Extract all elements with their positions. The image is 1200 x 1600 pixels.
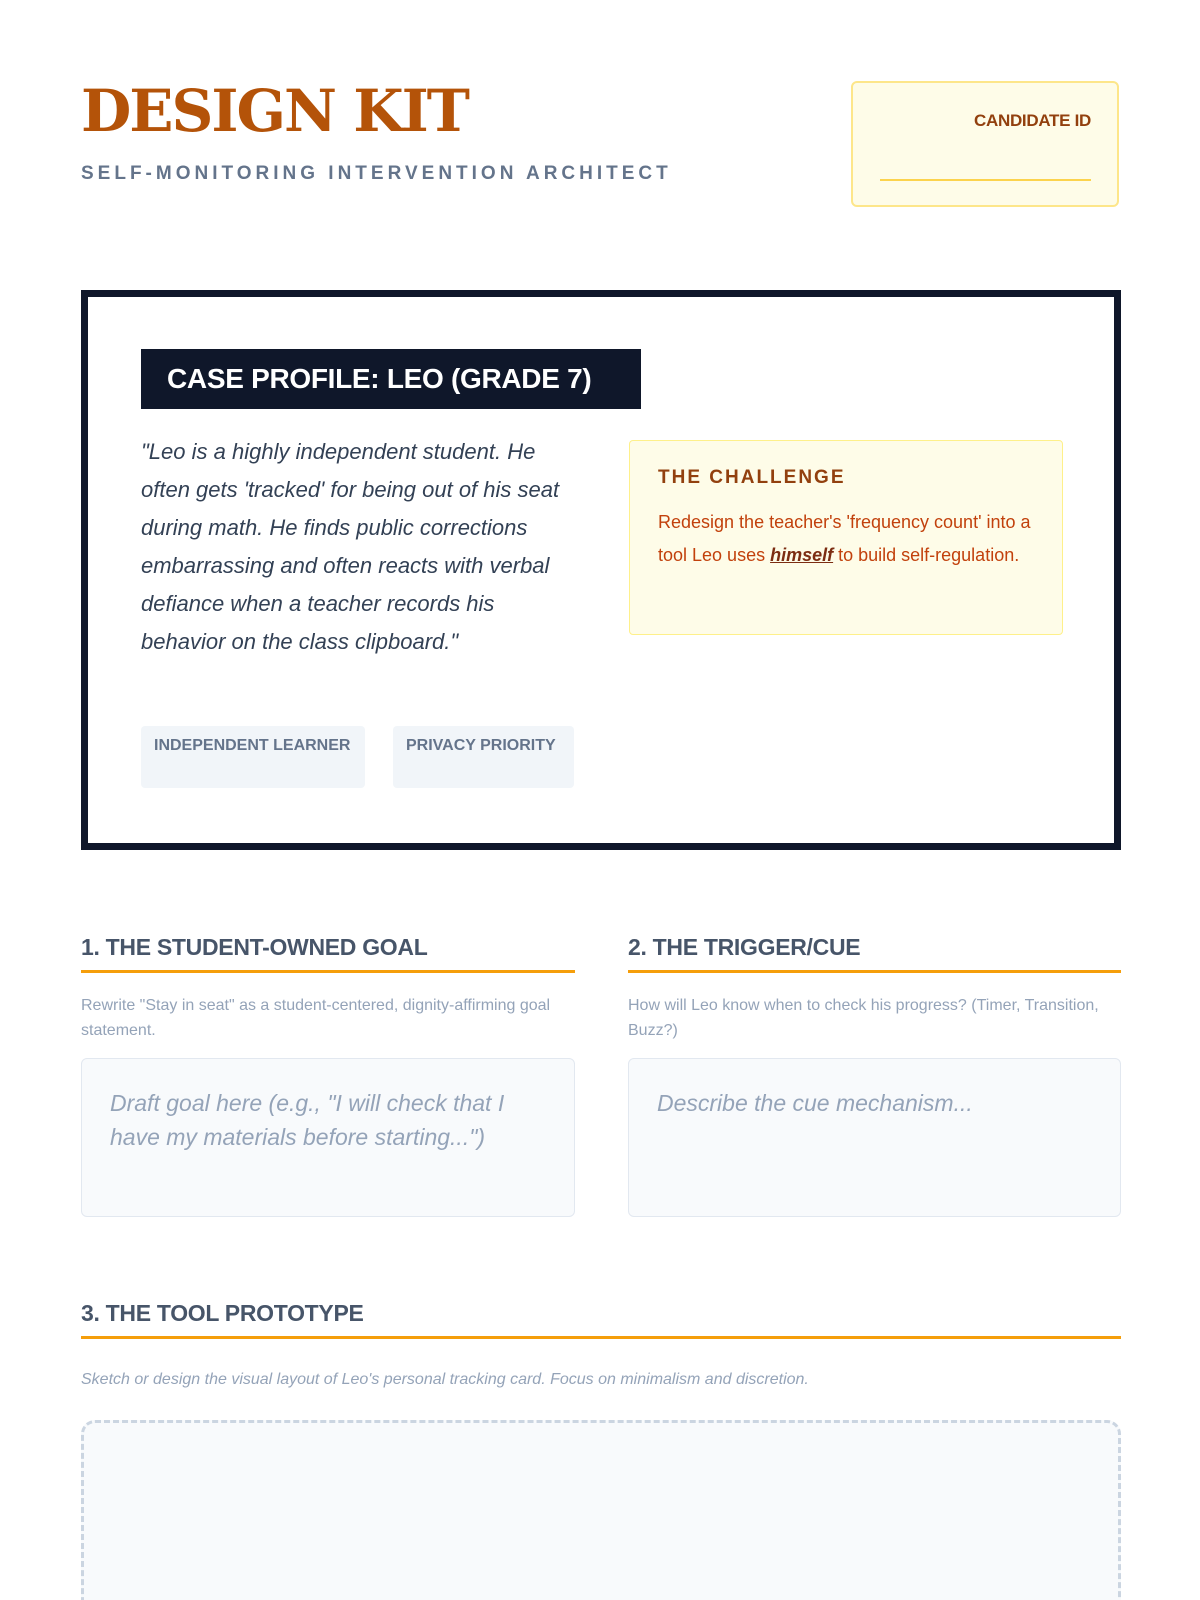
case-quote: "Leo is a highly independent student. He often gets 'tracked' for being out of his seat during math. He finds public corrections embarrassing and often reacts with verbal defiance when a teacher records his behavior on the class clipboard." (141, 439, 560, 654)
challenge-heading: THE CHALLENGE (658, 467, 846, 488)
challenge-callout (629, 440, 1063, 635)
trigger-hint: How will Leo know when to check his progress? (Timer, Transition, Buzz?) (628, 997, 1099, 1039)
prototype-sketch-area[interactable] (81, 1420, 1121, 1600)
challenge-emphasis: himself (770, 545, 834, 565)
candidate-id-field[interactable] (880, 179, 1091, 181)
trigger-section-rule (628, 970, 1121, 973)
goal-section-rule (81, 970, 575, 973)
goal-hint: Rewrite "Stay in seat" as a student-centered, dignity-affirming goal statement. (81, 997, 551, 1039)
candidate-id-label: CANDIDATE ID (974, 111, 1091, 130)
challenge-text-start: Redesign the teacher's 'frequency count' into a tool Leo uses (658, 512, 1031, 565)
case-profile-card (81, 290, 1121, 850)
prototype-section-heading: 3. THE TOOL PROTOTYPE (81, 1300, 364, 1326)
trigger-input[interactable]: Describe the cue mechanism... (628, 1058, 1121, 1217)
prototype-hint: Sketch or design the visual layout of Leo's personal tracking card. Focus on minimalism and discretion. (81, 1371, 809, 1388)
challenge-body (658, 506, 1036, 572)
goal-section-heading: 1. THE STUDENT-OWNED GOAL (81, 934, 428, 960)
goal-input[interactable]: Draft goal here (e.g., "I will check that I have my materials before starting...") (81, 1058, 575, 1217)
tag-privacy-priority: PRIVACY PRIORITY (393, 726, 574, 788)
challenge-text-end: to build self-regulation. (833, 545, 1020, 565)
tag-independent-learner: INDEPENDENT LEARNER (141, 726, 365, 788)
candidate-id-box (851, 81, 1119, 207)
case-profile-title: CASE PROFILE: LEO (GRADE 7) (141, 349, 641, 409)
page-subtitle: SELF-MONITORING INTERVENTION ARCHITECT (81, 163, 672, 184)
trigger-section-heading: 2. THE TRIGGER/CUE (628, 934, 861, 960)
page-title: DESIGN KIT (81, 77, 468, 145)
prototype-section-rule (81, 1336, 1121, 1339)
